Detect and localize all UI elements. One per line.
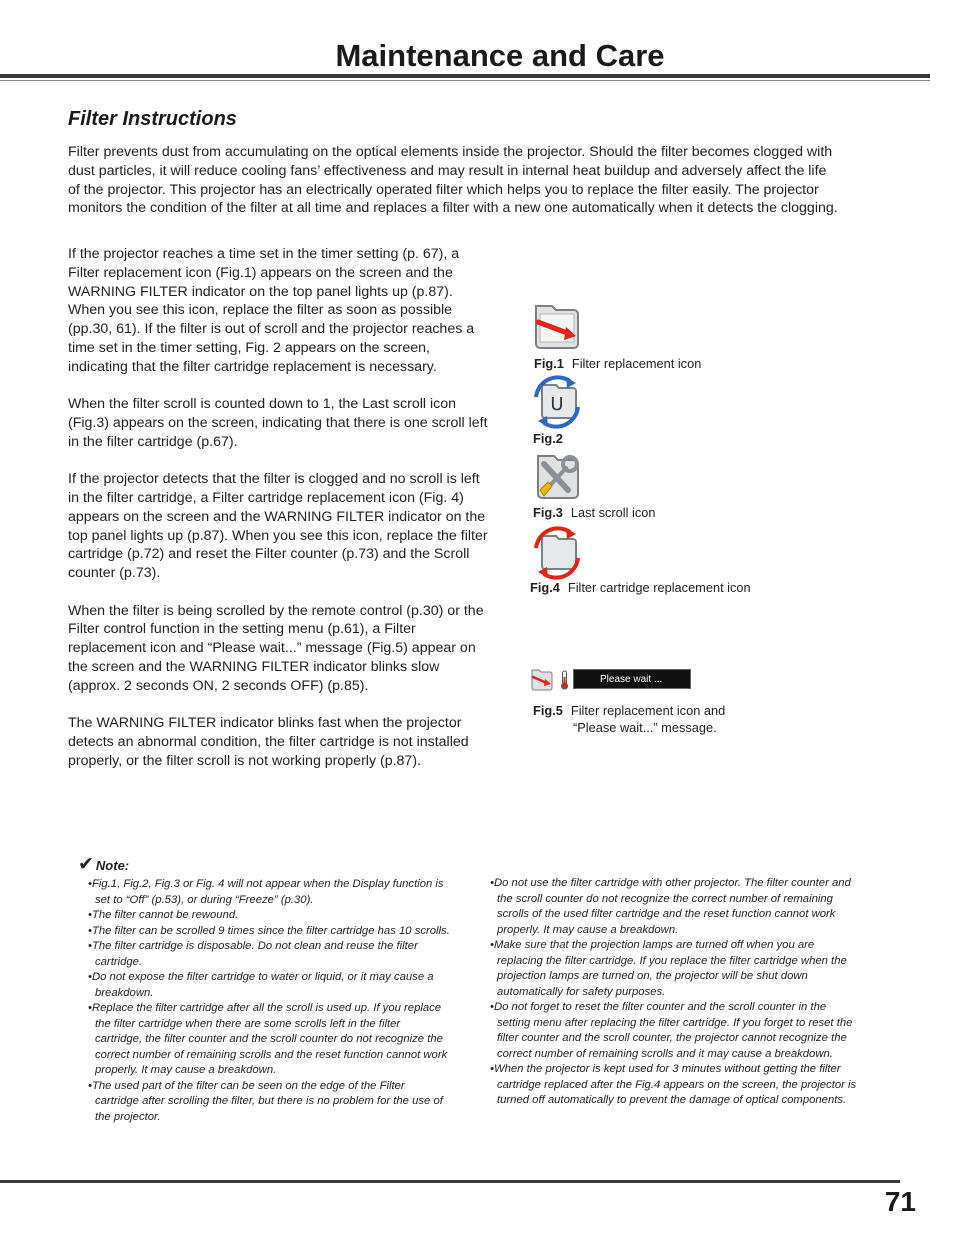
- note-item: •The filter can be scrolled 9 times since the filter cartridge has 10 scrolls.: [88, 924, 450, 937]
- fig5-label: Fig.5: [533, 703, 563, 718]
- fig5-caption-line2: “Please wait...” message.: [573, 720, 717, 735]
- page-title: Maintenance and Care: [335, 38, 665, 73]
- thermometer-icon: [560, 670, 569, 690]
- note-label: Note:: [95, 858, 130, 873]
- fig4-caption: [530, 580, 751, 595]
- title-rule: [0, 74, 930, 78]
- checkmark-icon: ✔: [78, 854, 94, 875]
- filter-cartridge-replacement-icon: [530, 526, 584, 580]
- title-rule-thin: [0, 80, 930, 81]
- fig4-caption-text: Filter cartridge replacement icon: [567, 580, 751, 595]
- svg-text:U: U: [550, 394, 564, 415]
- fig2-caption: [533, 431, 571, 446]
- please-wait-message: Please wait ...: [573, 669, 691, 689]
- body-text-column: [68, 245, 493, 789]
- filter-replacement-small-icon: [530, 668, 554, 692]
- body-paragraph: If the projector detects that the filter is clogged and no scroll is left in the filter cartridge, a Filter cartridge replacement icon (Fig. 4) appears on the screen and the WARNING FILTER indicator on the top panel lights up (p.87). When you see this icon, replace the filter cartridge (p.72) and reset the Filter counter (p.73) and the Scroll counter (p.73).: [68, 471, 488, 582]
- section-heading: Filter Instructions: [68, 108, 237, 130]
- fig1-label: Fig.1: [534, 356, 564, 371]
- fig5-caption-line1: Filter replacement icon and: [570, 703, 726, 718]
- note-item: •The filter cartridge is disposable. Do not clean and reuse the filter cartridge.: [88, 940, 418, 968]
- body-paragraph: The WARNING FILTER indicator blinks fast when the projector detects an abnormal condition, the filter cartridge is not installed properly, or the filter scroll is not working properly (p.87).: [68, 715, 469, 769]
- note-list-left: [88, 877, 450, 1125]
- fig1-caption-text: Filter replacement icon: [571, 356, 702, 371]
- last-scroll-icon: [530, 450, 584, 504]
- note-item: •Do not forget to reset the filter counter and the scroll counter in the setting menu after replacing the filter cartridge. If you forget to reset the filter counter and the scroll counter, the projector cannot recognize the correct number of remaining scrolls and it may cause a breakdown.: [490, 1001, 853, 1060]
- note-item: •Fig.1, Fig.2, Fig.3 or Fig. 4 will not appear when the Display function is set to “Off” (p.53), or during “Freeze” (p.30).: [88, 878, 444, 906]
- note-item: •When the projector is kept used for 3 minutes without getting the filter cartridge replaced after the Fig.4 appears on the screen, the projector is turned off automatically to prevent the damage of optical components.: [490, 1063, 857, 1106]
- body-paragraph: If the projector reaches a time set in the timer setting (p. 67), a Filter replacement icon (Fig.1) appears on the screen and the WARNING FILTER indicator on the top panel lights up (p.87). When you see this icon, replace the filter as soon as possible (pp.30, 61). If the filter is out of scroll and the projector reaches a time set in the timer setting, Fig. 2 appears on the screen, indicating that the filter cartridge replacement is necessary.: [68, 246, 475, 375]
- fig3-caption-text: Last scroll icon: [570, 505, 656, 520]
- body-paragraph: When the filter scroll is counted down to 1, the Last scroll icon (Fig.3) appears on the screen, indicating that there is one scroll left in the filter cartridge (p.67).: [68, 396, 488, 450]
- page-number: 71: [884, 1186, 916, 1217]
- note-item: •Make sure that the projection lamps are turned off when you are replacing the filter cartridge. If you replace the filter cartridge when the projection lamps are turned on, the projector will be shut down automatically for safety purposes.: [490, 939, 847, 998]
- filter-replacement-icon: [530, 300, 584, 354]
- note-list-right: [490, 876, 860, 1109]
- please-wait-display: [530, 668, 692, 692]
- fig3-caption: [533, 505, 656, 520]
- note-item: •Replace the filter cartridge after all the scroll is used up. If you replace the filter cartridge when there are some scrolls left in the filter cartridge, the filter counter and the scroll counter do not recognize the correct number of remaining scrolls and the reset function cannot work properly. It may cause a breakdown.: [88, 1002, 448, 1076]
- note-item: •The used part of the filter can be seen on the edge of the Filter cartridge after scrolling the filter, but there is no problem for the use of the projector.: [88, 1079, 443, 1123]
- intro-paragraph: Filter prevents dust from accumulating on the optical elements inside the projector. Should the filter becomes clogged with dust particles, it will reduce cooling fans’ effectiveness and may result in internal heat buildup and adversely affect the life of the projector. This projector has an electrically operated filter which helps you to replace the filter easily. The projector monitors the condition of the filter at all time and replaces a filter with a new one automatically when it detects the clogging.: [68, 144, 838, 217]
- fig4-label: Fig.4: [530, 580, 560, 595]
- fig5-caption: [533, 703, 725, 718]
- note-item: •Do not expose the filter cartridge to water or liquid, or it may cause a breakdown.: [88, 971, 434, 999]
- note-item: •Do not use the filter cartridge with other projector. The filter counter and the scroll counter do not recognize the correct number of remaining scrolls of the used filter cartridge and the reset function cannot work properly. It may cause a breakdown.: [490, 877, 851, 936]
- filter-cartridge-u-icon: [530, 375, 584, 429]
- note-item: •The filter cannot be rewound.: [88, 909, 239, 921]
- body-paragraph: When the filter is being scrolled by the remote control (p.30) or the Filter control function in the setting menu (p.61), a Filter replacement icon and “Please wait...” message (Fig.5) appear on the screen and the WARNING FILTER indicator blinks slow (approx. 2 seconds ON, 2 seconds OFF) (p.85).: [68, 602, 484, 694]
- note-heading: [78, 853, 129, 876]
- fig3-label: Fig.3: [533, 505, 563, 520]
- fig2-label: Fig.2: [533, 431, 563, 446]
- fig1-caption: [534, 356, 701, 371]
- footer-rule: [0, 1180, 900, 1183]
